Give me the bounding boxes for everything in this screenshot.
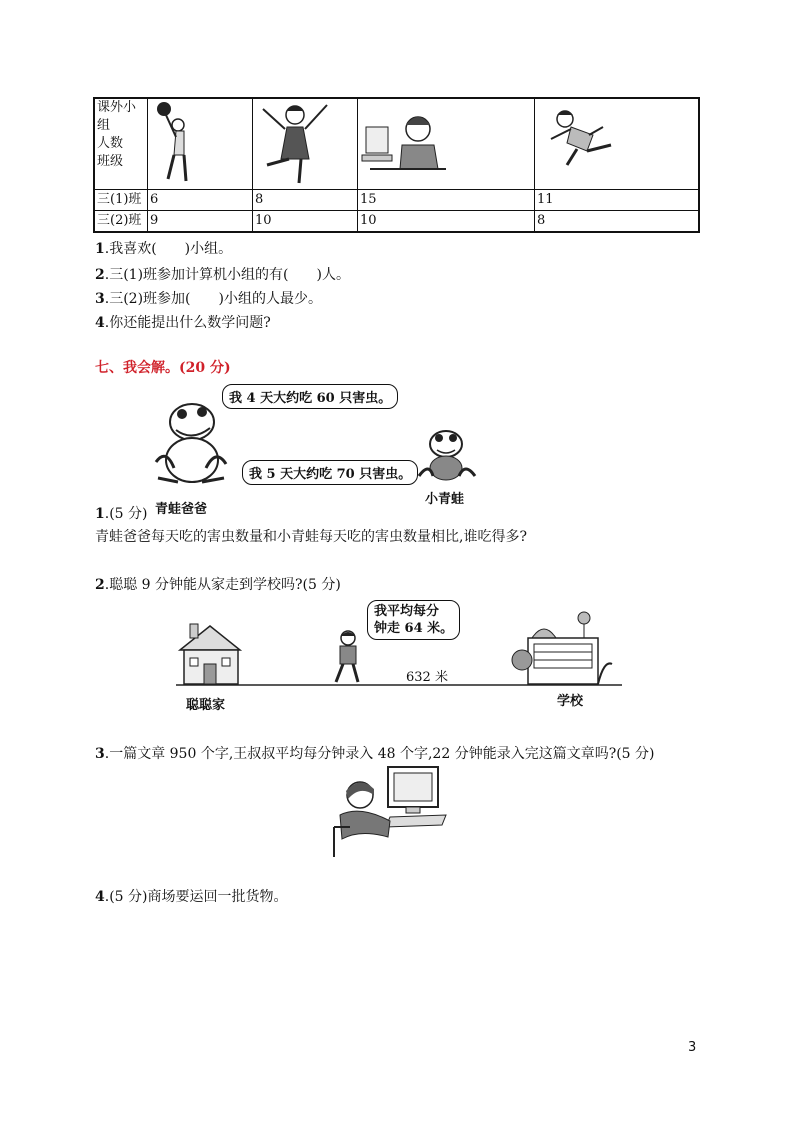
bubble-line: 钟走 64 米。 [374,621,454,636]
speech-bubble-small: 我 5 天大约吃 70 只害虫。 [242,460,418,485]
speech-bubble-walk [367,600,460,640]
question-2: 2.三(1)班参加计算机小组的有( )人。 [95,267,350,283]
problem-1-text: 青蛙爸爸每天吃的害虫数量和小青蛙每天吃的害虫数量相比,谁吃得多? [95,529,527,545]
road-line [176,683,622,687]
question-1: 1.我喜欢( )小组。 [95,241,233,257]
header-line: 人数 [97,136,124,151]
class-cell: 三(2)班 [94,211,148,233]
page-number: 3 [688,1040,697,1055]
computer-boy-icon [360,99,450,185]
label-home: 聪聪家 [186,698,226,713]
header-line: 组 [97,118,111,133]
problem-1-number: 1.(5 分) [95,506,148,522]
house-icon [176,622,246,686]
dancing-girl-icon [255,99,335,185]
walking-boy-icon [330,628,366,686]
question-3: 3.三(2)班参加( )小组的人最少。 [95,291,322,307]
value-cell: 6 [148,190,253,211]
section-title: 七、我会解。(20 分) [95,360,231,376]
class-cell: 三(1)班 [94,190,148,211]
group-dance-cell [253,98,358,190]
group-basketball-cell [148,98,253,190]
problem-2-text: 2.聪聪 9 分钟能从家走到学校吗?(5 分) [95,577,341,593]
header-line: 班级 [97,154,124,169]
question-4: 4.你还能提出什么数学问题? [95,315,271,331]
value-cell: 8 [535,211,700,233]
label-school: 学校 [557,694,584,709]
value-cell: 11 [535,190,700,211]
speech-bubble-dad: 我 4 天大约吃 60 只害虫。 [222,384,398,409]
problem-3-text: 3.一篇文章 950 个字,王叔叔平均每分钟录入 48 个字,22 分钟能录入完这篇文章吗?(5 分) [95,746,655,762]
header-line: 课外小 [97,100,137,115]
label-frog-dad: 青蛙爸爸 [155,502,208,517]
group-computer-cell [358,98,535,190]
group-running-cell [535,98,700,190]
table-row [94,211,699,233]
frog-dad-icon [150,398,230,490]
typing-man-icon [330,765,450,857]
value-cell: 8 [253,190,358,211]
value-cell: 15 [358,190,535,211]
school-icon [508,610,620,688]
basketball-player-icon [150,99,210,185]
value-cell: 10 [358,211,535,233]
table-row [94,190,699,211]
problem-4-text: 4.(5 分)商场要运回一批货物。 [95,889,288,905]
label-frog-small: 小青蛙 [425,492,465,507]
running-boy-icon [537,99,627,185]
value-cell: 10 [253,211,358,233]
value-cell: 9 [148,211,253,233]
frog-small-icon [415,426,477,486]
distance-label: 632 米 [406,670,448,685]
bubble-line: 我平均每分 [374,604,440,619]
group-table [93,97,700,233]
header-diagonal [95,99,147,187]
